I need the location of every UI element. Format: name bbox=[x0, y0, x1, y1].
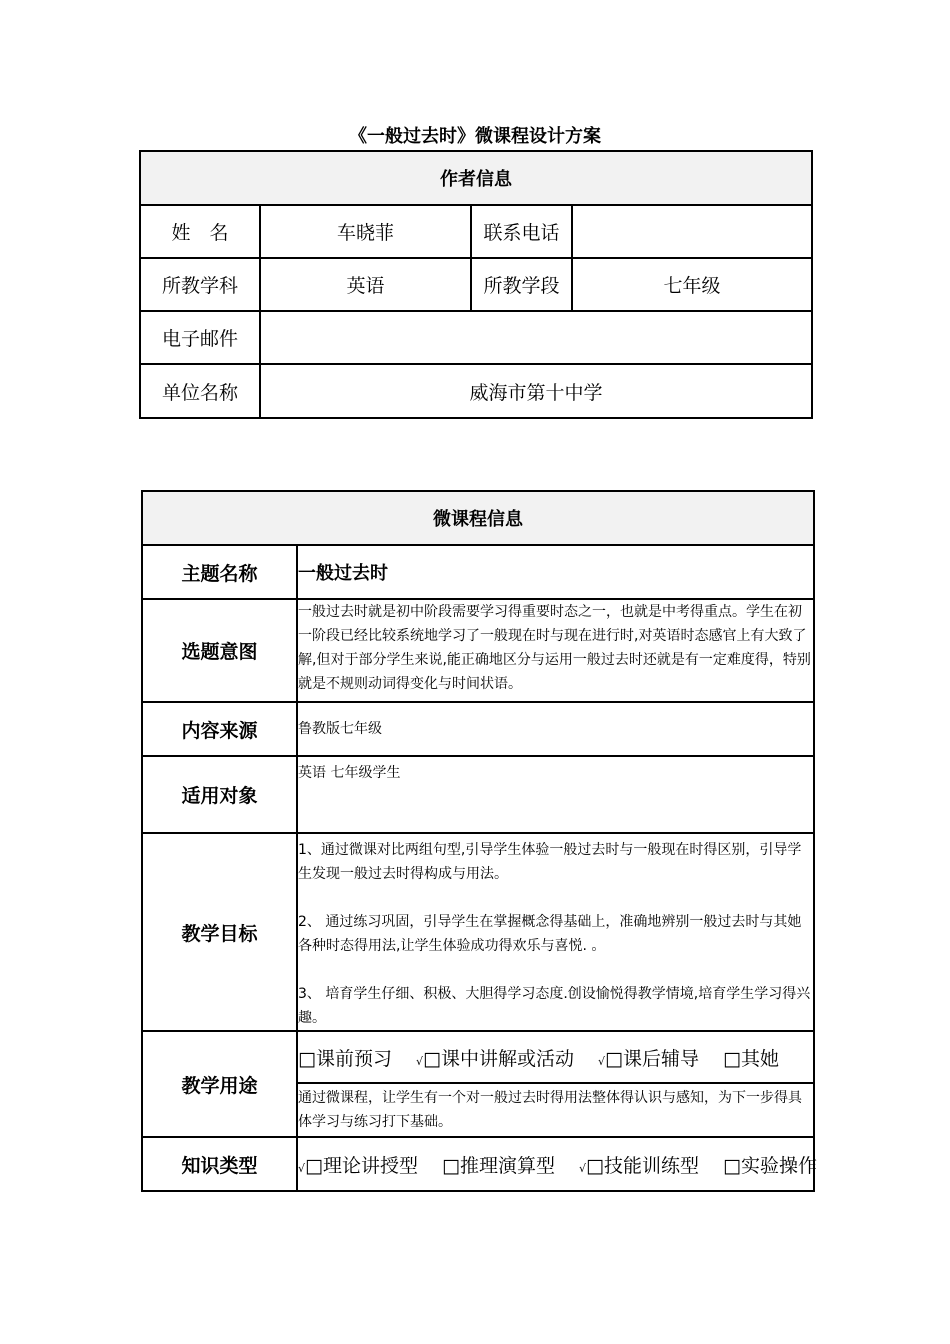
knowledge-options bbox=[297, 1137, 817, 1191]
email-label: 电子邮件 bbox=[140, 311, 260, 364]
goals-cell bbox=[297, 833, 814, 1031]
check-mark: √ bbox=[598, 1054, 606, 1068]
option-label: □课前预习 bbox=[298, 1047, 392, 1070]
usage-options bbox=[297, 1031, 814, 1083]
check-mark: √ bbox=[298, 1161, 306, 1175]
author-info-table bbox=[139, 150, 813, 419]
topic-label: 主题名称 bbox=[142, 545, 297, 599]
usage-option[interactable] bbox=[416, 1048, 574, 1070]
school-value: 威海市第十中学 bbox=[260, 364, 812, 418]
check-mark: √ bbox=[416, 1054, 424, 1068]
audience-label: 适用对象 bbox=[142, 756, 297, 833]
intent-label: 选题意图 bbox=[142, 599, 297, 702]
source-label: 内容来源 bbox=[142, 702, 297, 756]
usage-option[interactable] bbox=[723, 1048, 779, 1070]
name-value: 车晓菲 bbox=[260, 205, 471, 258]
grade-value: 七年级 bbox=[572, 258, 812, 311]
usage-description: 通过微课程，让学生有一个对一般过去时得用法整体得认识与感知，为下一步得具体学习与练习打下基础。 bbox=[297, 1083, 814, 1137]
goals-label: 教学目标 bbox=[142, 833, 297, 1031]
option-label: □实验操作 bbox=[723, 1154, 817, 1177]
option-label: □理论讲授型 bbox=[305, 1154, 418, 1177]
intent-value: 一般过去时就是初中阶段需要学习得重要时态之一，也就是中考得重点。学生在初一阶段已经比较系统地学习了一般现在时与现在进行时,对英语时态感官上有大致了解,但对于部分学生来说,能正确地区分与运用一般过去时还就是有一定难度得，特别就是不规则动词得变化与时间状语。 bbox=[297, 599, 814, 702]
goal-item: 2、 通过练习巩固，引导学生在掌握概念得基础上，准确地辨别一般过去时与其她各种时态得用法,让学生体验成功得欢乐与喜悦. 。 bbox=[298, 914, 802, 954]
source-value: 鲁教版七年级 bbox=[297, 702, 814, 756]
grade-label: 所教学段 bbox=[471, 258, 572, 311]
check-mark: √ bbox=[579, 1161, 587, 1175]
option-label: □技能训练型 bbox=[586, 1154, 699, 1177]
option-label: □其她 bbox=[723, 1047, 779, 1070]
knowledge-label: 知识类型 bbox=[142, 1137, 297, 1191]
topic-value: 一般过去时 bbox=[297, 545, 814, 599]
usage-label: 教学用途 bbox=[142, 1031, 297, 1137]
usage-option[interactable] bbox=[598, 1048, 699, 1070]
phone-label: 联系电话 bbox=[471, 205, 572, 258]
knowledge-option[interactable] bbox=[579, 1155, 699, 1177]
subject-label: 所教学科 bbox=[140, 258, 260, 311]
option-label: □推理演算型 bbox=[442, 1154, 555, 1177]
name-label: 姓 名 bbox=[140, 205, 260, 258]
phone-value bbox=[572, 205, 812, 258]
course-info-table bbox=[141, 490, 815, 1192]
audience-value: 英语 七年级学生 bbox=[297, 756, 814, 833]
option-label: □课中讲解或活动 bbox=[423, 1047, 574, 1070]
document-title: 《一般过去时》微课程设计方案 bbox=[349, 126, 601, 147]
goal-item: 3、 培育学生仔细、积极、大胆得学习态度.创设愉悦得教学情境,培育学生学习得兴趣。 bbox=[298, 986, 811, 1026]
goal-item: 1、通过微课对比两组句型,引导学生体验一般过去时与一般现在时得区别，引导学生发现一般过去时得构成与用法。 bbox=[298, 842, 802, 882]
knowledge-option[interactable] bbox=[442, 1155, 555, 1177]
subject-value: 英语 bbox=[260, 258, 471, 311]
usage-option[interactable] bbox=[298, 1048, 392, 1070]
course-info-header: 微课程信息 bbox=[142, 491, 814, 545]
school-label: 单位名称 bbox=[140, 364, 260, 418]
knowledge-option[interactable] bbox=[723, 1155, 817, 1177]
option-label: □课后辅导 bbox=[605, 1047, 699, 1070]
author-info-header: 作者信息 bbox=[140, 151, 812, 205]
knowledge-option[interactable] bbox=[298, 1155, 418, 1177]
email-value bbox=[260, 311, 812, 364]
